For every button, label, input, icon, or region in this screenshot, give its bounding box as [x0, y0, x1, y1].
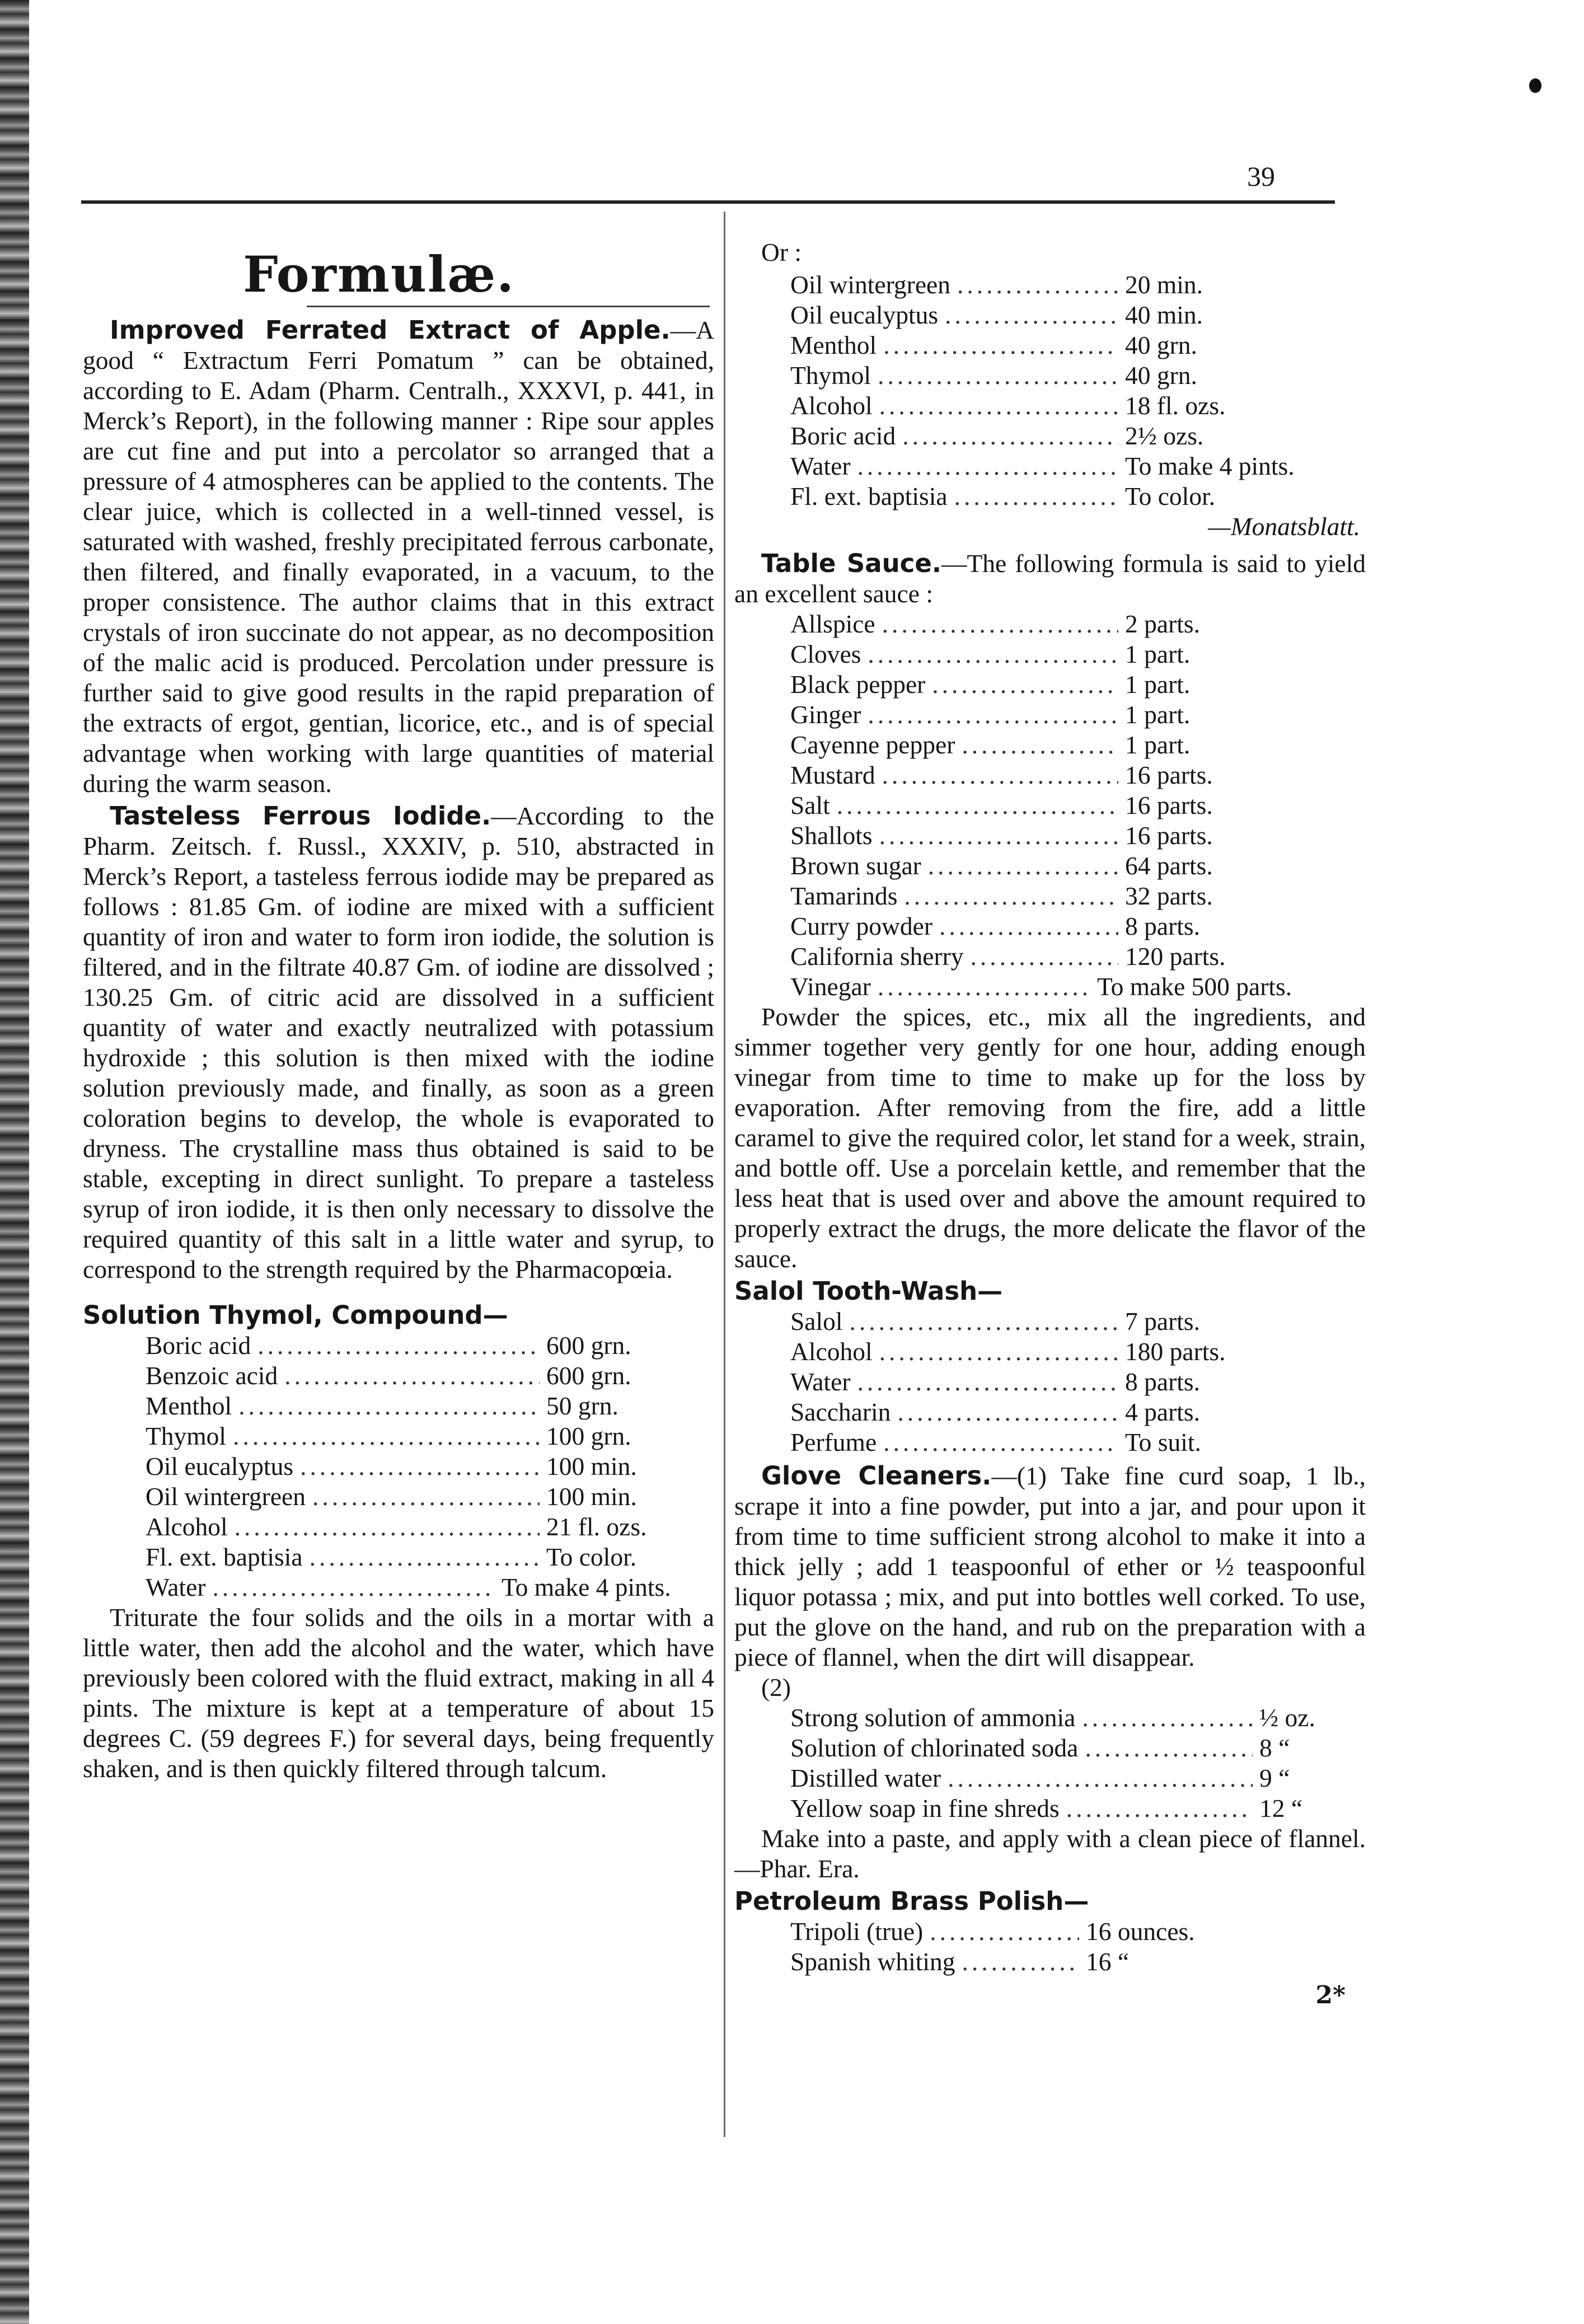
article-text: Make into a paste, and apply with a clean piece of flannel.—Phar. Era.: [734, 1824, 1366, 1883]
ingredient-name: Ginger: [790, 700, 861, 729]
or-label: Or :: [761, 238, 802, 266]
ingredient-amount: 16 parts.: [1125, 791, 1213, 819]
recipe-table-sauce: [734, 609, 1366, 1002]
article-heading: Table Sauce.: [761, 549, 941, 578]
recipe-row: [734, 421, 1366, 451]
recipe-row: [734, 1367, 1366, 1397]
ingredient-name: Boric acid: [146, 1331, 251, 1360]
recipe-petroleum: [734, 1917, 1366, 1977]
ingredient-name: Brown sugar: [790, 851, 921, 880]
ingredient-amount: 12 “: [1259, 1794, 1303, 1822]
recipe-row: [734, 1397, 1366, 1427]
recipe-salol: [734, 1306, 1366, 1458]
ingredient-name: Distilled water: [790, 1764, 941, 1792]
recipe-row: [734, 1703, 1366, 1733]
ingredient-name: Alcohol: [790, 1337, 873, 1366]
article-text: —(1) Take fine curd soap, 1 lb., scrape it into a fine powder, put into a jar, and pour upon it from time to time sufficient strong alcohol to make it into a thick jelly ; add 1 teaspoonful of ether or ½ teaspoonful liquor potassa ; mix, and put into bottles well corked. To use, put the glove on the hand, and rub on the preparation with a piece of flannel, when the dirt will disappear.: [734, 1461, 1366, 1671]
recipe-row: [83, 1572, 714, 1603]
ingredient-amount: 40 grn.: [1125, 331, 1197, 359]
article-text: —The following formula is said to yield an excellent sauce :: [734, 549, 1366, 608]
ingredient-name: Solution of chlorinated soda: [790, 1733, 1079, 1762]
ingredient-amount: 32 parts.: [1125, 882, 1213, 910]
ingredient-name: Oil wintergreen: [790, 270, 950, 299]
ingredient-name: Water: [790, 452, 851, 480]
ingredient-name: Oil wintergreen: [146, 1482, 306, 1511]
ingredient-amount: 1 part.: [1125, 670, 1191, 699]
column-divider: [724, 212, 725, 2137]
signature-mark: 2*: [1315, 1981, 1346, 2009]
article-text: Triturate the four solids and the oils in a mortar with a little water, then add the alcohol and the water, which have previously been colored with the fluid extract, making in all 4 pints. The mixture is kept at a temperature of about 15 degrees C. (59 degrees F.) for several days, being frequently shaken, and is then quickly filtered through talcum.: [83, 1603, 714, 1783]
ingredient-name: Spanish whiting: [790, 1947, 955, 1976]
recipe-row: [734, 972, 1366, 1002]
ingredient-amount: To make 4 pints.: [502, 1573, 671, 1601]
ingredient-name: Oil eucalyptus: [146, 1452, 294, 1480]
page-title: Formulæ.: [243, 245, 515, 303]
recipe-row: [83, 1451, 714, 1482]
ingredient-name: Alcohol: [790, 391, 873, 420]
recipe-row: [734, 881, 1366, 911]
right-column: [734, 237, 1366, 2011]
recipe-row: [734, 1427, 1366, 1458]
ingredient-amount: 120 parts.: [1125, 942, 1226, 971]
ingredient-amount: To make 500 parts.: [1097, 972, 1292, 1001]
ingredient-amount: To color.: [1125, 482, 1216, 510]
recipe-row: [734, 1917, 1366, 1947]
recipe-glove: [734, 1703, 1366, 1824]
attribution: —Monatsblatt.: [1208, 512, 1360, 541]
recipe-row: [83, 1542, 714, 1572]
ingredient-name: Tamarinds: [790, 882, 898, 910]
ingredient-name: Alcohol: [146, 1512, 228, 1541]
ingredient-name: Shallots: [790, 821, 873, 850]
ingredient-name: Water: [790, 1367, 851, 1396]
ingredient-amount: 100 min.: [546, 1452, 637, 1480]
ingredient-amount: 40 min.: [1125, 301, 1203, 329]
ingredient-amount: To make 4 pints.: [1125, 452, 1295, 480]
recipe-row: [734, 1337, 1366, 1367]
ingredient-amount: 4 parts.: [1125, 1398, 1200, 1426]
ingredient-name: Yellow soap in fine shreds: [790, 1794, 1060, 1822]
article-heading: Salol Tooth-Wash—: [734, 1276, 1003, 1306]
recipe-row: [734, 911, 1366, 941]
recipe-row: [83, 1391, 714, 1421]
ingredient-name: Cayenne pepper: [790, 730, 955, 759]
article-ferrous: [83, 801, 714, 1285]
ingredient-name: Cloves: [790, 640, 861, 668]
recipe-row: [734, 1306, 1366, 1337]
ingredient-name: Fl. ext. baptisia: [146, 1543, 303, 1571]
ingredient-amount: 8 parts.: [1125, 912, 1200, 940]
page-number: 39: [1247, 161, 1275, 192]
article-table-sauce: [734, 549, 1366, 609]
ingredient-amount: 8 parts.: [1125, 1367, 1200, 1396]
recipe-row: [734, 270, 1366, 300]
ingredient-name: Vinegar: [790, 972, 871, 1001]
ingredient-amount: To color.: [546, 1543, 637, 1571]
ingredient-amount: 100 min.: [546, 1482, 637, 1511]
recipe-row: [83, 1512, 714, 1542]
ingredient-name: Fl. ext. baptisia: [790, 482, 948, 510]
ingredient-name: Menthol: [790, 331, 877, 359]
title-rule: [307, 306, 710, 307]
ingredient-amount: 40 grn.: [1125, 361, 1197, 390]
recipe-row: [734, 300, 1366, 330]
recipe-row: [734, 851, 1366, 881]
ingredient-name: Thymol: [146, 1422, 227, 1450]
ingredient-amount: 2½ ozs.: [1125, 421, 1204, 450]
ingredient-amount: 1 part.: [1125, 730, 1191, 759]
ingredient-amount: 1 part.: [1125, 640, 1191, 668]
recipe-row: [734, 1793, 1366, 1824]
recipe-row: [734, 481, 1366, 512]
recipe-row: [734, 941, 1366, 972]
recipe-row: [734, 391, 1366, 421]
ink-speck: [1529, 78, 1541, 93]
ingredient-amount: 7 parts.: [1125, 1307, 1200, 1336]
ingredient-amount: 20 min.: [1125, 270, 1203, 299]
article-heading: Tasteless Ferrous Iodide.: [110, 801, 491, 831]
recipe-row: [734, 730, 1366, 760]
recipe-row: [734, 700, 1366, 730]
recipe-thymol: [83, 1330, 714, 1603]
article-apple: [83, 315, 714, 799]
ingredient-amount: 600 grn.: [546, 1331, 631, 1360]
article-text: —A good “ Extractum Ferri Pomatum ” can be obtained, according to E. Adam (Pharm. Centralh., XXXVI, p. 441, in Merck’s Report), in the following manner : Ripe sour apples are cut fine and put into a percolator so arranged that a pressure of 4 atmospheres can be applied to the contents. The clear juice, which is collected in a well-tinned vessel, is saturated with washed, freshly precipitated ferrous carbonate, then filtered, and finally evaporated, in a vacuum, to the proper consistence. The author claims that in this extract crystals of iron succinate do not appear, as no decomposition of the malic acid is produced. Percolation under pressure is further said to give good results in the rapid preparation of the extracts of ergot, gentian, licorice, etc., and is of special advantage when working with large quantities of material during the warm season.: [83, 316, 714, 798]
header-rule: [81, 200, 1335, 204]
ingredient-amount: To suit.: [1125, 1428, 1201, 1456]
article-glove: [734, 1461, 1366, 1672]
ingredient-name: Mustard: [790, 761, 875, 789]
recipe-row: [734, 1733, 1366, 1763]
ingredient-amount: 8 “: [1259, 1733, 1290, 1762]
ingredient-name: Curry powder: [790, 912, 932, 940]
left-column: [83, 246, 714, 1784]
recipe-row: [734, 1763, 1366, 1793]
ingredient-name: Benzoic acid: [146, 1361, 278, 1390]
recipe-row: [83, 1361, 714, 1391]
ingredient-name: Salol: [790, 1307, 843, 1336]
ingredient-name: Tripoli (true): [790, 1917, 924, 1946]
ingredient-amount: 16 “: [1086, 1947, 1130, 1976]
ingredient-amount: 18 fl. ozs.: [1125, 391, 1226, 420]
recipe-row: [83, 1330, 714, 1361]
recipe-row: [734, 821, 1366, 851]
recipe-row: [734, 451, 1366, 481]
ingredient-name: Oil eucalyptus: [790, 301, 939, 329]
ingredient-name: Boric acid: [790, 421, 896, 450]
ingredient-amount: 1 part.: [1125, 700, 1191, 729]
ingredient-name: California sherry: [790, 942, 964, 971]
article-heading: Solution Thymol, Compound—: [83, 1300, 508, 1330]
ingredient-amount: 16 parts.: [1125, 761, 1213, 789]
ingredient-amount: 16 parts.: [1125, 821, 1213, 850]
recipe-row: [734, 639, 1366, 669]
ingredient-name: Salt: [790, 791, 830, 819]
ingredient-amount: 600 grn.: [546, 1361, 631, 1390]
recipe-thymol-or: [734, 270, 1366, 512]
ingredient-amount: 64 parts.: [1125, 851, 1213, 880]
recipe-row: [83, 1482, 714, 1512]
ingredient-amount: 21 fl. ozs.: [546, 1512, 647, 1541]
ingredient-name: Saccharin: [790, 1398, 891, 1426]
recipe-row: [734, 669, 1366, 700]
recipe-row: [734, 609, 1366, 639]
article-heading: Improved Ferrated Extract of Apple.: [110, 315, 671, 345]
ingredient-name: Menthol: [146, 1391, 232, 1420]
ingredient-name: Thymol: [790, 361, 871, 390]
ingredient-amount: 180 parts.: [1125, 1337, 1226, 1366]
recipe-row: [734, 790, 1366, 821]
recipe-row: [83, 1421, 714, 1451]
ingredient-amount: 100 grn.: [546, 1422, 631, 1450]
recipe-row: [734, 1947, 1366, 1977]
ingredient-name: Strong solution of ammonia: [790, 1703, 1076, 1732]
glove-label-2: (2): [761, 1673, 791, 1702]
ingredient-name: Allspice: [790, 610, 875, 638]
article-text: Powder the spices, etc., mix all the ingredients, and simmer together very gently for one hour, adding enough vinegar from time to time to make up for the loss by evaporation. After removing from the fire, add a little caramel to give the required color, let stand for a week, strain, and bottle off. Use a porcelain kettle, and remember that the less heat that is used over and above the amount required to properly extract the drugs, the more delicate the flavor of the sauce.: [734, 1002, 1366, 1273]
recipe-row: [734, 330, 1366, 360]
article-heading: Petroleum Brass Polish—: [734, 1886, 1089, 1916]
ingredient-amount: 2 parts.: [1125, 610, 1200, 638]
scan-edge: [0, 0, 29, 2324]
ingredient-name: Water: [146, 1573, 206, 1601]
ingredient-amount: 16 ounces.: [1086, 1917, 1195, 1946]
recipe-row: [734, 360, 1366, 391]
ingredient-amount: 9 “: [1259, 1764, 1290, 1792]
ingredient-amount: ½ oz.: [1259, 1703, 1315, 1732]
ingredient-name: Perfume: [790, 1428, 877, 1456]
ingredient-amount: 50 grn.: [546, 1391, 618, 1420]
ingredient-name: Black pepper: [790, 670, 926, 699]
recipe-row: [734, 760, 1366, 790]
article-text: —According to the Pharm. Zeitsch. f. Russl., XXXIV, p. 510, abstracted in Merck’s Report, a tasteless ferrous iodide may be prepared as follows : 81.85 Gm. of iodine are mixed with a sufficient quantity of iron and water to form iron iodide, the solution is filtered, and in the filtrate 40.87 Gm. of iodine are dissolved ; 130.25 Gm. of citric acid are dissolved in a sufficient quantity of water and exactly neutralized with potassium hydroxide ; this solution is then mixed with the iodine solution previously made, and finally, as soon as a green coloration begins to develop, the whole is evaporated to dryness. The crystalline mass thus obtained is said to be stable, excepting in direct sunlight. To prepare a tasteless syrup of iron iodide, it is then only necessary to dissolve the required quantity of this salt in a little water and syrup, to correspond to the strength required by the Pharmacopœia.: [83, 802, 714, 1283]
article-heading: Glove Cleaners.: [761, 1461, 992, 1491]
